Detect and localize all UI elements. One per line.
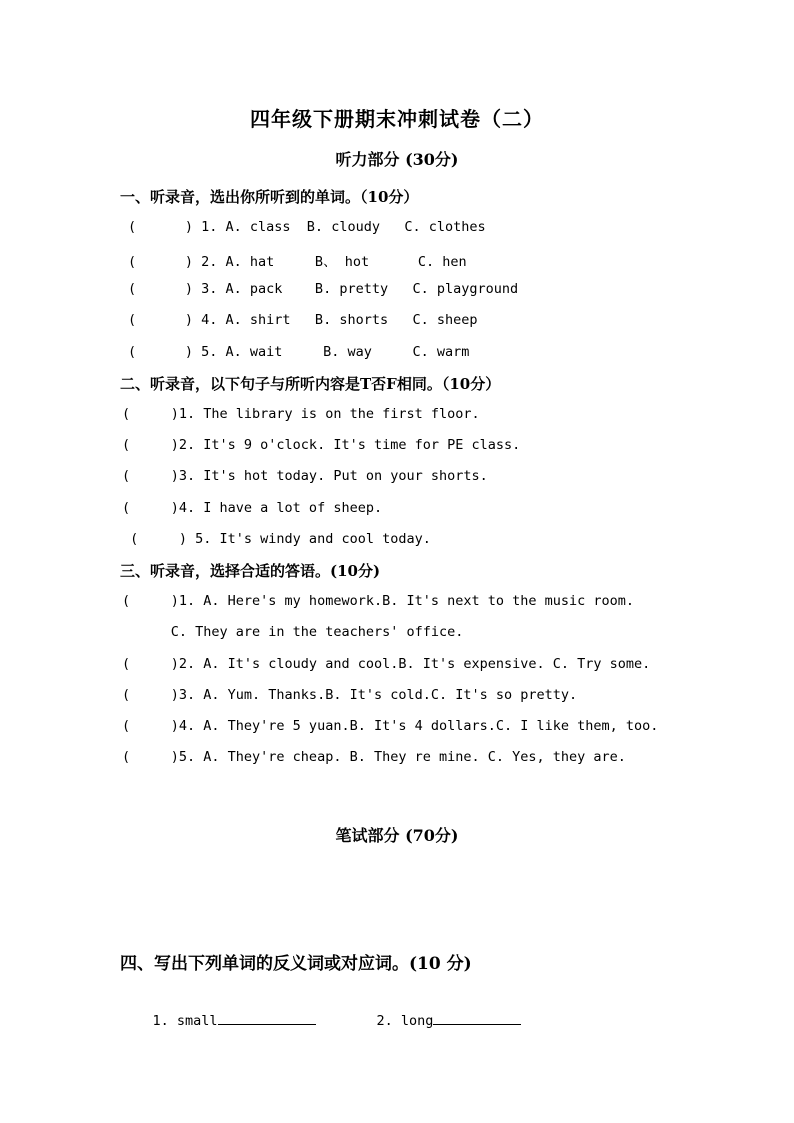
section3-item: ( )3. A. Yum. Thanks.B. It's cold.C. It's so pretty.	[122, 687, 578, 703]
section4-question-1	[120, 994, 316, 1045]
section3-heading: 三、听录音，选择合适的答语。(10分)	[120, 562, 381, 580]
question-1-label: 1. small	[152, 1013, 218, 1029]
section2-item: ( )4. I have a lot of sheep.	[122, 500, 383, 516]
answer-blank-1[interactable]	[218, 1010, 316, 1025]
section1-heading: 一、听录音，选出你所听到的单词。（10分）	[120, 188, 419, 206]
listening-part-title: 听力部分 (30分)	[335, 150, 459, 169]
written-part-title: 笔试部分 (70分)	[335, 826, 459, 845]
section1-item: ( ) 4. A. shirt B. shorts C. sheep	[128, 312, 478, 328]
section3-item: ( )4. A. They're 5 yuan.B. It's 4 dollars.C. I like them, too.	[122, 718, 659, 734]
section1-item: ( ) 5. A. wait B. way C. warm	[128, 344, 470, 360]
section2-item: ( )2. It's 9 o'clock. It's time for PE class.	[122, 437, 521, 453]
section1-item: ( ) 3. A. pack B. pretty C. playground	[128, 281, 519, 297]
section1-item: ( ) 2. A. hat B、 hot C. hen	[128, 254, 467, 270]
question-2-label: 2. long	[376, 1013, 434, 1029]
section4-heading: 四、写出下列单词的反义词或对应词。(10 分)	[120, 954, 472, 974]
section2-heading: 二、听录音，以下句子与所听内容是T否F相同。（10分）	[120, 375, 501, 393]
section3-item: ( )1. A. Here's my homework.B. It's next to the music room.	[122, 593, 635, 609]
section3-item: ( )2. A. It's cloudy and cool.B. It's expensive. C. Try some.	[122, 656, 651, 672]
answer-blank-2[interactable]	[433, 1010, 521, 1025]
section2-item: ( ) 5. It's windy and cool today.	[122, 531, 431, 547]
exam-title: 四年级下册期末冲刺试卷（二）	[250, 107, 544, 131]
section3-item-continuation: C. They are in the teachers' office.	[122, 624, 464, 640]
section4-question-2	[344, 994, 521, 1045]
section2-item: ( )3. It's hot today. Put on your shorts.	[122, 468, 488, 484]
section1-item: ( ) 1. A. class B. cloudy C. clothes	[128, 219, 486, 235]
section2-item: ( )1. The library is on the first floor.	[122, 406, 480, 422]
section3-item: ( )5. A. They're cheap. B. They re mine. C. Yes, they are.	[122, 749, 626, 765]
